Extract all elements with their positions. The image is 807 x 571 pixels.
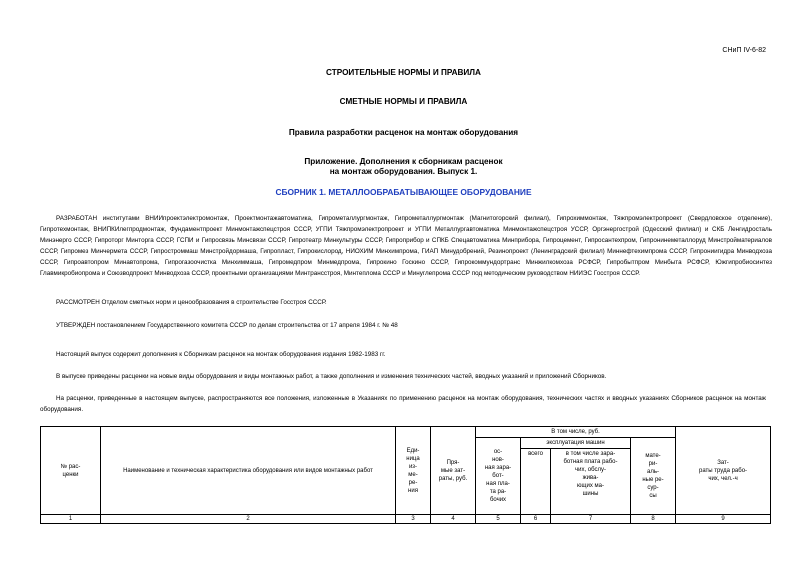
- header-direct-costs: Пря- мые зат- раты, руб.: [431, 427, 476, 515]
- apply-paragraph: На расценки, приведенные в настоящем выпуске, распространяются все положения, изложенные в Указаниях по применению расценок на монтаж оборудования, технических частях и вводных указаниях Сборников расценок на монтаж оборудования.: [40, 395, 766, 413]
- header-machines-total: всего: [521, 449, 551, 515]
- approved-paragraph: УТВЕРЖДЕН постановлением Государственного комитета СССР по делам строительства от 17 апреля 1984 г. № 48: [56, 322, 398, 329]
- column-number: 7: [551, 515, 631, 524]
- developed-paragraph: РАЗРАБОТАН институтами ВНИИпроектэлектромонтаж, Проектмонтажавтоматика, Гипрометаллургмонтаж, Гипрометаллургмонтаж (Магнитогорский филиал), Гипрохиммонтаж, Тяжпромэлектропроект (Свердловское отделение), Гипротехмонтаж, ВНИПКИлегпродмонтаж, Фундаментпроект Минмонтажспецстроя СССР, УГПИ Тяжпромэлектропроект и УГПИ Металлургавтоматика Минмонтажспецстроя УССР, Оргэнергострой (Одесский филиал) и СКБ Ленгидросталь Минэнерго СССР, Гипроторг Минторга СССР, ГСПИ и Гипросвязь Минсвязи СССР, Гипротеатр Минкультуры СССР, Гипроприбор и СПКБ Спецавтоматика Минприбора, Гипроцемент, Гипросантехпром, Гипронинеметаллоруд Минстройматериалов СССР, Гипромез Минчермета СССР, Гипростроммаш Минстройдормаша, Гипропласт, Гипрокислород, НИОХИМ Минхимпрома, ГИАП Минудобрений, Резинопроект (Ленинградский филиал) Миннефтехимпрома СССР, Гипрониигидра Минводхоза СССР, Гипроавтопром Минавтопрома, Гипрогазоочистка Минхиммаша, Гипромедпром Минмедпрома, Гипрокино Госкино СССР, Гипрокоммундортранс Минжилкомхоза РСФСР, Гипробытпром Минбыта РСФСР, Южгипробиосинтез Главмикробиопрома и Союзводпроект Минводхоза СССР, проектными организациями Минтрансстроя, Минтеплома СССР и Минуглепрома СССР под методическим руководством НИИЭС Госстроя СССР.: [40, 215, 772, 277]
- title-appendix-line1: Приложение. Дополнения к сборникам расценок: [304, 157, 503, 166]
- header-labor: Зат- раты труда рабо- чих, чел.-ч: [676, 427, 771, 515]
- header-in-total: В том числе, руб.: [476, 427, 676, 438]
- column-number: 5: [476, 515, 521, 524]
- header-machines: эксплуатация машин: [521, 438, 631, 449]
- header-materials: мате- ри- аль- ные ре- сур- сы: [631, 438, 676, 515]
- document-code: СНиП IV-6-82: [722, 47, 766, 54]
- column-number: 6: [521, 515, 551, 524]
- column-number: 3: [396, 515, 431, 524]
- header-machines-wage: в том числе зара- ботная плата рабо- чих, обслу- жива- ющих ма- шины: [551, 449, 631, 515]
- contents-paragraph: Настоящий выпуск содержит дополнения к Сборникам расценок на монтаж оборудования издания 1982-1983 гг.: [56, 351, 386, 358]
- column-number: 9: [676, 515, 771, 524]
- title-estimate-norms: СМЕТНЫЕ НОРМЫ И ПРАВИЛА: [339, 97, 468, 106]
- rates-table: [40, 426, 771, 524]
- column-number: 4: [431, 515, 476, 524]
- column-number: 2: [101, 515, 396, 524]
- title-building-norms: СТРОИТЕЛЬНЫЕ НОРМЫ И ПРАВИЛА: [326, 68, 481, 77]
- title-rules: Правила разработки расценок на монтаж оборудования: [288, 128, 519, 137]
- reviewed-paragraph: РАССМОТРЕН Отделом сметных норм и ценообразования в строительстве Госстроя СССР.: [56, 299, 327, 306]
- column-number: 8: [631, 515, 676, 524]
- title-appendix: [0, 157, 807, 177]
- header-rate-number: № рас- ценки: [41, 427, 101, 515]
- header-base-wage: ос- нов- ная зара- бот- ная пла- та ра- бочих: [476, 438, 521, 515]
- header-name: Наименование и техническая характеристика оборудования или видов монтажных работ: [101, 427, 396, 515]
- header-unit: Еди- ница из- ме- ре- ния: [396, 427, 431, 515]
- column-number: 1: [41, 515, 101, 524]
- given-paragraph: В выпуске приведены расценки на новые виды оборудования и виды монтажных работ, а также дополнения и изменения технических частей, вводных указаний и приложений Сборников.: [56, 373, 607, 380]
- collection-title: СБОРНИК 1. МЕТАЛЛООБРАБАТЫВАЮЩЕЕ ОБОРУДОВАНИЕ: [275, 187, 532, 197]
- title-appendix-line2: на монтаж оборудования. Выпуск 1.: [329, 167, 478, 176]
